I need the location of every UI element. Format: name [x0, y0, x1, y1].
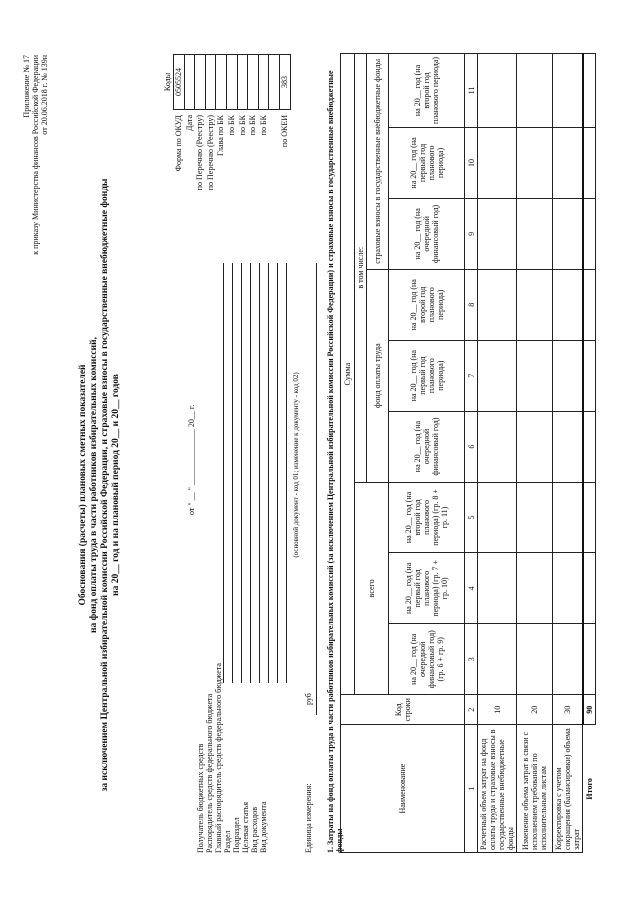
codes-header: Коды	[163, 72, 172, 92]
column-number-row	[465, 54, 478, 853]
cell[interactable]	[583, 553, 596, 624]
row-code: 30	[553, 695, 583, 725]
right-label: по БК	[226, 115, 236, 136]
cell[interactable]	[517, 411, 553, 482]
right-label	[269, 115, 280, 265]
header-col-11: на 20__ год (на второй год планового периода)	[389, 54, 465, 128]
section-heading: 1. Затраты на фонд оплаты труда в части работников избирательных комиссий (за исключением Центральной избирательной комиссии Российской Федерации) и страховые взносы в государственные внебюджетные фонды	[326, 70, 344, 853]
cell[interactable]	[583, 198, 596, 269]
header-col-7: на 20__ год (на первый год планового периода)	[389, 340, 465, 411]
cell[interactable]	[583, 411, 596, 482]
code-cell[interactable]	[195, 55, 206, 110]
right-label: по Перечню (Реестру)	[205, 115, 215, 191]
row-name: Корректировка с учетом сокращения (балансировки) объема затрат	[553, 725, 583, 853]
column-number: 9	[465, 198, 478, 269]
cell[interactable]	[583, 482, 596, 553]
right-label: по БК	[248, 115, 258, 136]
table-row	[553, 54, 583, 853]
cell[interactable]	[517, 340, 553, 411]
column-number: 8	[465, 269, 478, 340]
cell[interactable]	[478, 553, 517, 624]
underline	[232, 263, 233, 683]
cell[interactable]	[517, 198, 553, 269]
title-line-2: на фонд оплаты труда в части работников избирательных комиссий,	[89, 337, 99, 633]
underline	[268, 263, 269, 683]
column-number: 1	[465, 725, 478, 853]
row-name: Изменение объема затрат в связи с исполнением требований по исполнительным листам	[517, 725, 553, 853]
left-labels	[196, 663, 268, 853]
left-label: Получатель бюджетных средств	[196, 743, 205, 853]
header-col-10: на 20__ год (на первый год планового периода)	[389, 128, 465, 199]
cell[interactable]	[517, 128, 553, 199]
code-cell[interactable]	[269, 55, 280, 110]
cell[interactable]	[583, 269, 596, 340]
column-number: 2	[465, 695, 478, 725]
cell[interactable]	[583, 128, 596, 199]
unit-label: Единица измерения:	[304, 783, 313, 853]
total-label: Итого	[583, 725, 596, 853]
cell[interactable]	[478, 340, 517, 411]
underline	[277, 263, 278, 683]
right-label: по БК	[258, 115, 268, 136]
column-number: 6	[465, 411, 478, 482]
cell[interactable]	[517, 269, 553, 340]
code-cell[interactable]	[216, 55, 227, 110]
cell[interactable]	[478, 198, 517, 269]
header-col-4: на 20__ год (на первый год планового периода) (гр. 7 + гр. 10)	[389, 553, 465, 624]
cell[interactable]	[478, 128, 517, 199]
cell[interactable]	[583, 340, 596, 411]
appendix-line-1: Приложение № 17	[22, 55, 31, 118]
cell[interactable]	[553, 411, 583, 482]
cell[interactable]	[553, 340, 583, 411]
code-cell[interactable]	[184, 55, 195, 110]
header-total: всего	[355, 482, 389, 695]
underline	[286, 263, 287, 683]
header-code: Код строки	[341, 695, 465, 725]
title-line-4: на 20__ год и на плановый период 20__ и 20__ годов	[111, 374, 121, 596]
appendix-line-3: от 20.06.2018 г. № 139н	[40, 55, 49, 135]
header-fot: фонд оплаты труда	[367, 269, 389, 482]
codes-box	[173, 54, 291, 110]
cell[interactable]	[583, 54, 596, 128]
code-cell[interactable]	[248, 55, 259, 110]
cell[interactable]	[517, 624, 553, 695]
cell[interactable]	[553, 128, 583, 199]
row-code: 10	[478, 695, 517, 725]
column-number: 11	[465, 54, 478, 128]
cell[interactable]	[553, 482, 583, 553]
code-cell[interactable]	[237, 55, 248, 110]
underline	[241, 263, 242, 683]
column-number: 5	[465, 482, 478, 553]
cell[interactable]	[553, 198, 583, 269]
left-label: Вид документа	[259, 801, 268, 853]
cell[interactable]	[553, 54, 583, 128]
code-cell[interactable]	[226, 55, 237, 110]
date-line: от " __ " ______________ 20__ г.	[187, 404, 196, 515]
main-table	[340, 53, 596, 853]
unit-value: руб	[304, 693, 313, 705]
left-label: Вид расходов	[250, 807, 259, 853]
right-label: по БК	[237, 115, 247, 136]
header-col-8: на 20__ год (на второй год планового периода)	[389, 269, 465, 340]
code-cell[interactable]: 383	[279, 55, 290, 110]
page-title	[78, 175, 122, 795]
header-col-6: на 20__ год (на очередной финансовый год)	[389, 411, 465, 482]
cell[interactable]	[478, 624, 517, 695]
cell[interactable]	[553, 624, 583, 695]
column-number: 3	[465, 624, 478, 695]
code-cell[interactable]	[205, 55, 216, 110]
underline	[223, 263, 224, 683]
underline	[259, 263, 260, 683]
header-col-3: на 20__ год (на очередной финансовый год) (гр. 6 + гр. 9)	[389, 624, 465, 695]
header-insurance: страховые взносы в государственные внебюджетные фонды	[367, 54, 389, 270]
right-label: по Перечню (Реестру)	[195, 115, 205, 191]
header-sum: Сумма	[341, 54, 355, 695]
table-row	[478, 54, 517, 853]
left-label: Распорядитель средств федерального бюджета	[205, 693, 214, 853]
document-type-note: (основной документ - код 01; изменение к документу - код 02)	[292, 372, 300, 558]
column-number: 10	[465, 128, 478, 199]
title-line-1: Обоснования (расчеты) плановых сметных показателей	[78, 364, 88, 606]
right-label: Форма по ОКУД	[174, 115, 183, 172]
column-number: 7	[465, 340, 478, 411]
cell[interactable]	[517, 54, 553, 128]
header-name: Наименование	[341, 725, 465, 853]
title-line-3: за исключением Центральной избирательной комиссии Российской Федерации, и страховые взносы в государственные внебюджетные фонды	[100, 178, 110, 792]
cell[interactable]	[517, 553, 553, 624]
appendix-note	[22, 55, 49, 345]
column-number: 4	[465, 553, 478, 624]
header-col-5: на 20__ год (на второй год планового периода) (гр. 8 + гр. 11)	[389, 482, 465, 553]
total-code: 90	[583, 695, 596, 725]
code-cell[interactable]: 0505524	[174, 55, 185, 110]
code-cell[interactable]	[258, 55, 269, 110]
left-label: Главный распорядитель средств федерального бюджета	[214, 663, 223, 853]
right-label: по ОКЕИ	[279, 115, 289, 148]
total-row	[583, 54, 596, 853]
cell[interactable]	[478, 482, 517, 553]
header-including: в том числе:	[355, 54, 367, 483]
left-label: Раздел	[223, 830, 232, 853]
appendix-line-2: к приказу Министерства финансов Российской Федерации	[31, 55, 40, 255]
cell[interactable]	[553, 553, 583, 624]
underline	[316, 263, 317, 715]
cell[interactable]	[517, 482, 553, 553]
left-label: Целевая статья	[241, 801, 250, 853]
cell[interactable]	[478, 54, 517, 128]
right-label: Глава по БК	[216, 115, 226, 156]
underline	[250, 263, 251, 683]
table-row	[517, 54, 553, 853]
cell[interactable]	[478, 269, 517, 340]
row-code: 20	[517, 695, 553, 725]
cell[interactable]	[553, 269, 583, 340]
left-label: Подраздел	[232, 817, 241, 853]
cell[interactable]	[478, 411, 517, 482]
right-label: Дата	[184, 115, 194, 131]
cell[interactable]	[583, 624, 596, 695]
header-col-9: на 20__ год (на очередной финансовый год)	[389, 198, 465, 269]
row-name: Расчетный объем затрат на фонд оплаты труда и страховые взносы в государственные внебюджетные фонды	[478, 725, 517, 853]
right-labels	[174, 115, 291, 265]
